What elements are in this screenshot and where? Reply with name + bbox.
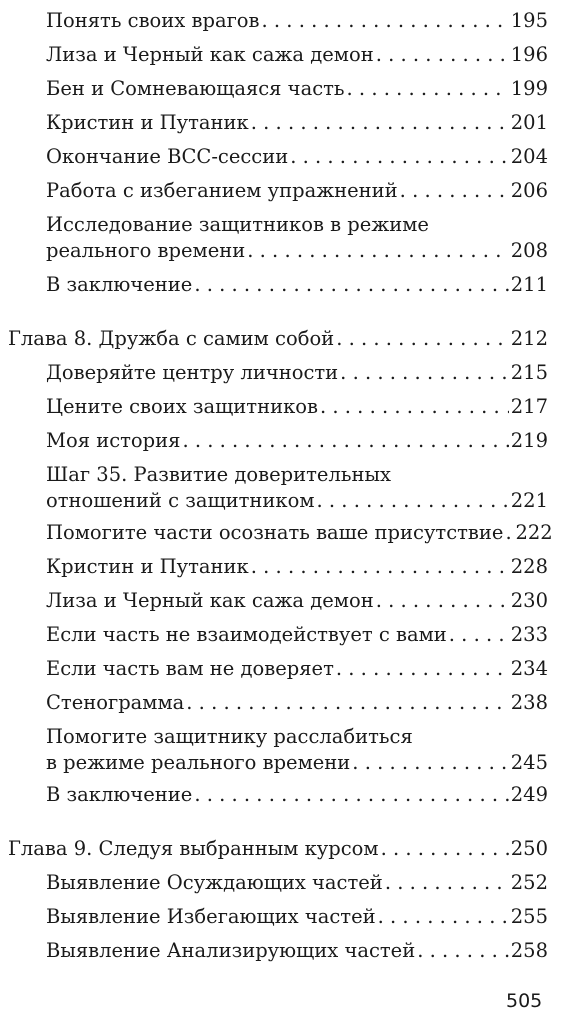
toc-entry-page: 199 (510, 77, 548, 100)
dot-leader (376, 42, 509, 68)
toc-entry (46, 938, 548, 964)
toc-entry (46, 8, 548, 34)
toc-entry-page: 215 (510, 361, 548, 384)
toc-entry (46, 360, 548, 386)
toc-entry-title: В заключение (46, 273, 193, 296)
toc-entry-title: Если часть не взаимодействует с вами (46, 623, 447, 646)
toc-entry-title: Выявление Осуждающих частей (46, 871, 383, 894)
toc-entry-title: В заключение (46, 783, 193, 806)
toc-entry-page: 195 (510, 9, 548, 32)
toc-entry (46, 690, 548, 716)
toc-entry-title: Цените своих защитников (46, 395, 318, 418)
toc-entry-title: Бен и Сомневающаяся часть (46, 77, 345, 100)
dot-leader (336, 326, 509, 352)
toc-entry (46, 212, 548, 264)
dot-leader (385, 870, 509, 896)
dot-leader (251, 110, 509, 136)
toc-entry-page: 249 (510, 783, 548, 806)
dot-leader (251, 554, 509, 580)
toc-entry-title: Понять своих врагов (46, 9, 260, 32)
toc-entry-title: Помогите части осознать ваше присутствие (46, 521, 504, 544)
toc-entry-title: в режиме реального времени (46, 751, 351, 774)
toc-entry-page: 234 (510, 657, 548, 680)
toc-entry-title-line1: Шаг 35. Развитие доверительных (46, 463, 391, 486)
toc-entry-page: 212 (510, 327, 548, 350)
dot-leader (317, 488, 509, 514)
toc-entry-page: 255 (510, 905, 548, 928)
toc-entry-page: 208 (510, 239, 548, 262)
dot-leader (186, 690, 508, 716)
toc-chapter-entry (8, 326, 548, 352)
dot-leader (417, 938, 509, 964)
dot-leader (378, 904, 509, 930)
toc-entry (46, 588, 548, 614)
toc-entry (46, 904, 548, 930)
toc-entry (46, 554, 548, 580)
toc-entry-page: 233 (510, 623, 548, 646)
toc-entry-title: Выявление Избегающих частей (46, 905, 376, 928)
dot-leader (376, 588, 509, 614)
page-number: 505 (506, 990, 543, 1012)
toc-entry-page: 222 (515, 521, 553, 544)
dot-leader (352, 750, 508, 776)
dot-leader (340, 360, 509, 386)
toc-entry-title: Окончание ВСС-сессии (46, 145, 289, 168)
toc-entry-page: 250 (510, 837, 548, 860)
toc-entry (46, 394, 548, 420)
dot-leader (347, 76, 509, 102)
dot-leader (194, 782, 508, 808)
dot-leader (381, 836, 509, 862)
toc-entry-title: реального времени (46, 239, 246, 262)
toc-entry-title-line1: Помогите защитнику расслабиться (46, 725, 413, 748)
toc-entry-page: 206 (510, 179, 548, 202)
toc-entry-page: 245 (510, 751, 548, 774)
toc-entry-title: Лиза и Черный как сажа демон (46, 43, 374, 66)
toc-chapter-title: Глава 9. Следуя выбранным курсом (8, 837, 379, 860)
toc-entry (46, 462, 548, 514)
dot-leader (290, 144, 509, 170)
toc-entry-title: Стенограмма (46, 691, 185, 714)
toc-entry-title: Если часть вам не доверяет (46, 657, 334, 680)
toc-entry (46, 110, 548, 136)
toc-entry (46, 724, 548, 776)
toc-entry (46, 76, 548, 102)
toc-entry-page: 217 (510, 395, 548, 418)
dot-leader (320, 394, 509, 420)
toc-entry (46, 656, 548, 682)
toc-entry (46, 870, 548, 896)
toc-entry (46, 622, 548, 648)
toc-entry-page: 258 (510, 939, 548, 962)
toc-entry (46, 428, 548, 454)
dot-leader (505, 520, 513, 546)
toc-entry-page: 201 (510, 111, 548, 134)
dot-leader (400, 178, 509, 204)
dot-leader (449, 622, 509, 648)
dot-leader (182, 428, 508, 454)
toc-entry-title: Кристин и Путаник (46, 111, 249, 134)
toc-entry-page: 238 (510, 691, 548, 714)
toc-entry (46, 144, 548, 170)
toc-entry-title: Доверяйте центру личности (46, 361, 339, 384)
toc-entry-page: 252 (510, 871, 548, 894)
toc-entry-title: Работа с избеганием упражнений (46, 179, 398, 202)
toc-entry (46, 42, 548, 68)
dot-leader (247, 238, 509, 264)
toc-chapter-entry (8, 836, 548, 862)
toc-entry-page: 230 (510, 589, 548, 612)
toc-entry-title: отношений с защитником (46, 489, 315, 512)
dot-leader (262, 8, 509, 34)
toc-entry-title: Лиза и Черный как сажа демон (46, 589, 374, 612)
toc-entry (46, 272, 548, 298)
toc-entry-title-line1: Исследование защитников в режиме (46, 213, 429, 236)
toc-entry-page: 196 (510, 43, 548, 66)
toc-entry (46, 782, 548, 808)
toc-entry-page: 211 (510, 273, 548, 296)
toc-entry-page: 221 (510, 489, 548, 512)
toc-chapter-title: Глава 8. Дружба с самим собой (8, 327, 335, 350)
toc-entry (46, 178, 548, 204)
toc-entry-page: 219 (510, 429, 548, 452)
dot-leader (336, 656, 509, 682)
toc-entry-title: Выявление Анализирующих частей (46, 939, 416, 962)
toc-entry-page: 204 (510, 145, 548, 168)
toc-entry-title: Кристин и Путаник (46, 555, 249, 578)
dot-leader (194, 272, 508, 298)
toc-entry-page: 228 (510, 555, 548, 578)
toc-entry (46, 520, 553, 546)
toc-entry-title: Моя история (46, 429, 181, 452)
